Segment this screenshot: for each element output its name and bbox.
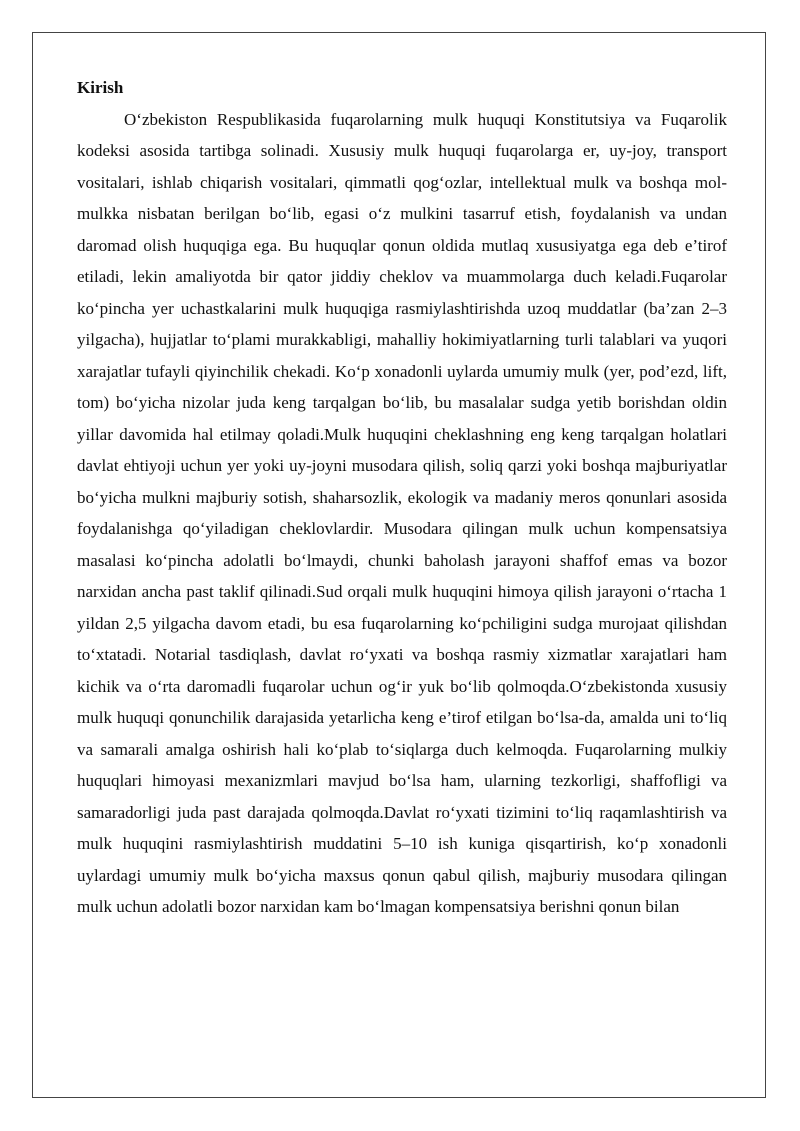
document-body (77, 72, 727, 923)
body-paragraph: O‘zbekiston Respublikasida fuqarolarning mulk huquqi Konstitutsiya va Fuqarolik kodeksi asosida tartibga solinadi. Xususiy mulk huquqi fuqarolarga er, uy-joy, transport vositalari, ishlab chiqarish vositalari, qimmatli qog‘ozlar, intellektual mulk va boshqa mol-mulkka nisbatan berilgan bo‘lib, egasi o‘z mulkini tasarruf etish, foydalanish va undan daromad olish huquqiga ega. Bu huquqlar qonun oldida mutlaq xususiyatga ega deb e’tirof etiladi, lekin amaliyotda bir qator jiddiy cheklov va muammolarga duch keladi.Fuqarolar ko‘pincha yer uchastkalarini mulk huquqiga rasmiylashtirishda uzoq muddatlar (ba’zan 2–3 yilgacha), hujjatlar to‘plami murakkabligi, mahalliy hokimiyatlarning turli talablari va yuqori xarajatlar tufayli qiyinchilik chekadi. Ko‘p xonadonli uylarda umumiy mulk (yer, pod’ezd, lift, tom) bo‘yicha nizolar juda keng tarqalgan bo‘lib, bu masalalar sudga yetib borishdan oldin yillar davomida hal etilmay qoladi.Mulk huquqini cheklashning eng keng tarqalgan holatlari davlat ehtiyoji uchun yer yoki uy-joyni musodara qilish, soliq qarzi yoki boshqa majburiyatlar bo‘yicha mulkni majburiy sotish, shaharsozlik, ekologik va madaniy meros qonunlari asosida foydalanishga qo‘yiladigan cheklovlardir. Musodara qilingan mulk uchun kompensatsiya masalasi ko‘pincha adolatli bo‘lmaydi, chunki baholash jarayoni shaffof emas va bozor narxidan ancha past taklif qilinadi.Sud orqali mulk huquqini himoya qilish jarayoni o‘rtacha 1 yildan 2,5 yilgacha davom etadi, bu esa fuqarolarning ko‘pchiligini sudga murojaat qilishdan to‘xtatadi. Notarial tasdiqlash, davlat ro‘yxati va boshqa rasmiy xizmatlar xarajatlari ham kichik va o‘rta daromadli fuqarolar uchun og‘ir yuk bo‘lib qolmoqda.O‘zbekistonda xususiy mulk huquqi qonunchilik darajasida yetarlicha keng e’tirof etilgan bo‘lsa-da, amalda uni to‘liq va samarali amalga oshirish hali ko‘plab to‘siqlarga duch kelmoqda. Fuqarolarning mulkiy huquqlari himoyasi mexanizmlari mavjud bo‘lsa ham, ularning tezkorligi, shaffofligi va samaradorligi juda past darajada qolmoqda.Davlat ro‘yxati tizimini to‘liq raqamlashtirish va mulk huquqini rasmiylashtirish muddatini 5–10 ish kuniga qisqartirish, ko‘p xonadonli uylardagi umumiy mulk bo‘yicha maxsus qonun qabul qilish, majburiy musodara qilingan mulk uchun adolatli bozor narxidan kam bo‘lmagan kompensatsiya berishni qonun bilan (77, 109, 727, 916)
section-heading: Kirish (77, 78, 124, 97)
